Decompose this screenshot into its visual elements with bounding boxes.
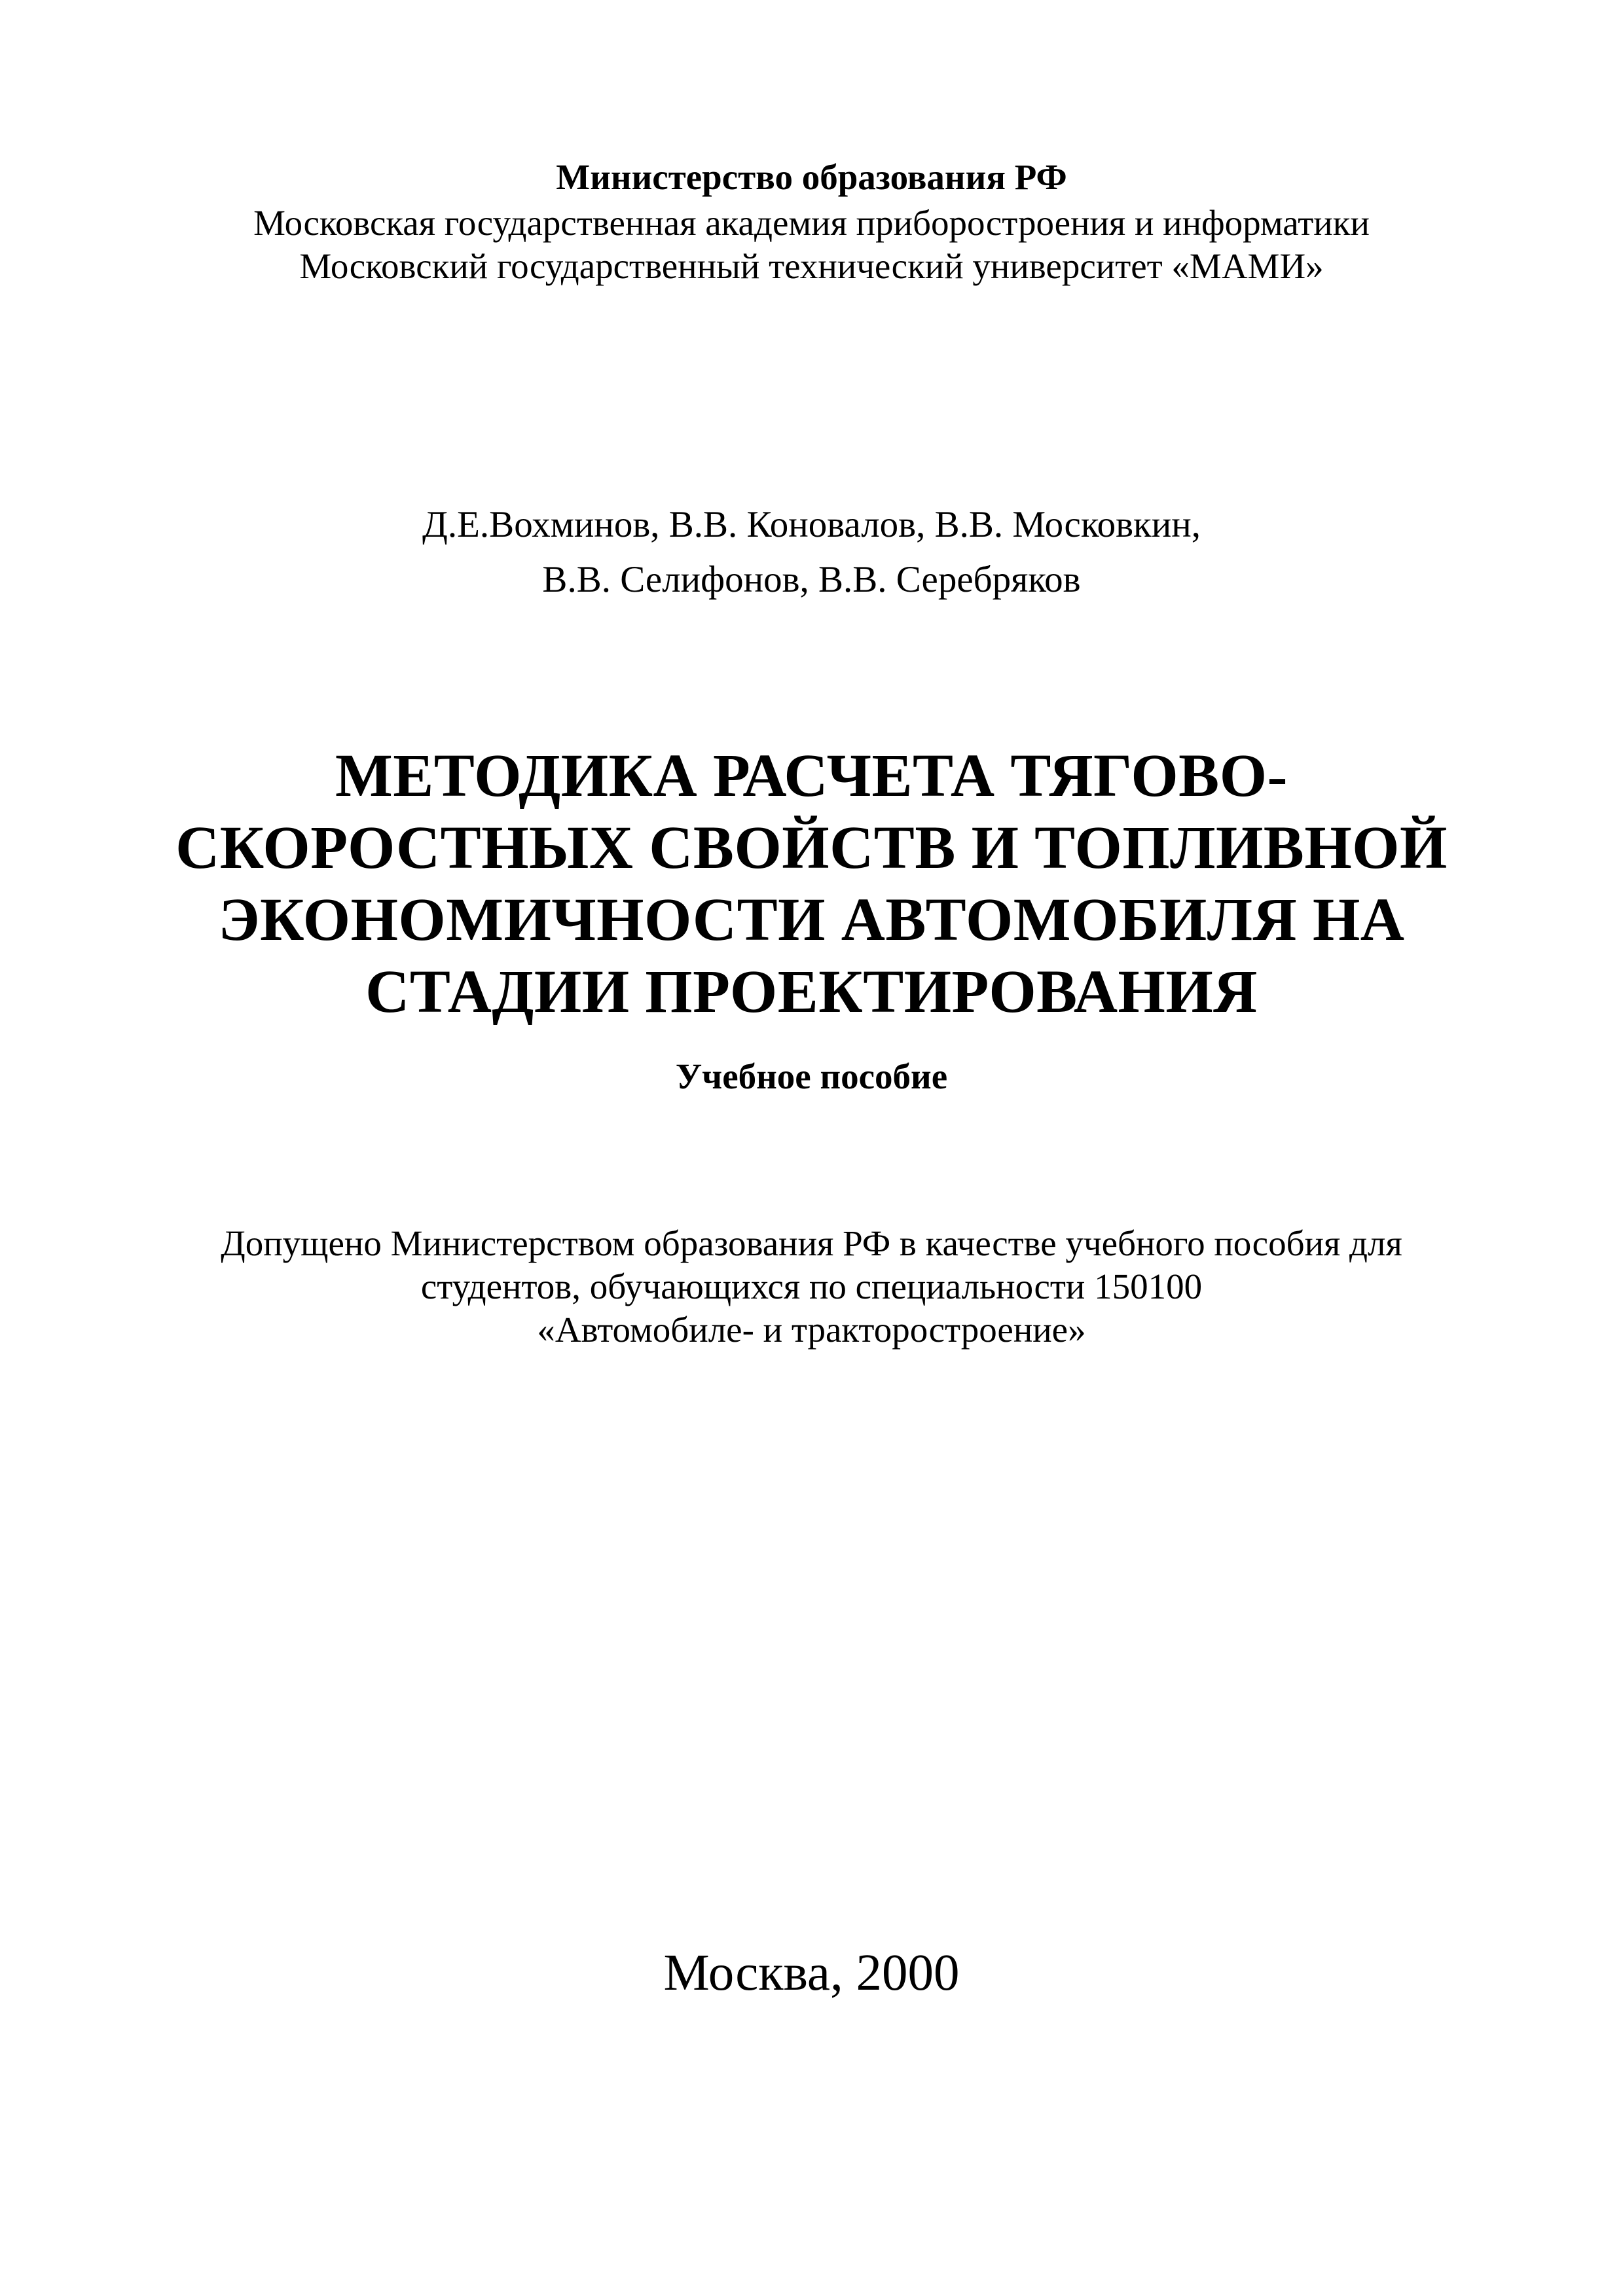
book-subtitle: Учебное пособие bbox=[675, 1056, 948, 1096]
book-title-line-1: МЕТОДИКА РАСЧЕТА ТЯГОВО- bbox=[335, 742, 1288, 810]
approval-line-2: студентов, обучающихся по специальности 150100 bbox=[420, 1266, 1203, 1306]
ministry-heading: Министерство образования РФ bbox=[556, 157, 1067, 197]
approval-line-3: «Автомобиле- и тракторостроение» bbox=[537, 1310, 1086, 1350]
authors-line-1: Д.Е.Вохминов, В.В. Коновалов, В.В. Московкин, bbox=[422, 504, 1201, 545]
imprint-city-year: Москва, 2000 bbox=[663, 1945, 960, 2001]
book-title-line-2: СКОРОСТНЫХ СВОЙСТВ И ТОПЛИВНОЙ bbox=[175, 814, 1448, 882]
authors-line-2: В.В. Селифонов, В.В. Серебряков bbox=[542, 559, 1081, 600]
university-name: Московский государственный технический университет «МАМИ» bbox=[299, 246, 1324, 286]
book-title-line-4: СТАДИИ ПРОЕКТИРОВАНИЯ bbox=[365, 958, 1258, 1026]
approval-line-1: Допущено Министерством образования РФ в качестве учебного пособия для bbox=[221, 1223, 1402, 1263]
book-title-line-3: ЭКОНОМИЧНОСТИ АВТОМОБИЛЯ НА bbox=[218, 886, 1405, 954]
academy-name: Московская государственная академия приборостроения и информатики bbox=[253, 203, 1370, 243]
